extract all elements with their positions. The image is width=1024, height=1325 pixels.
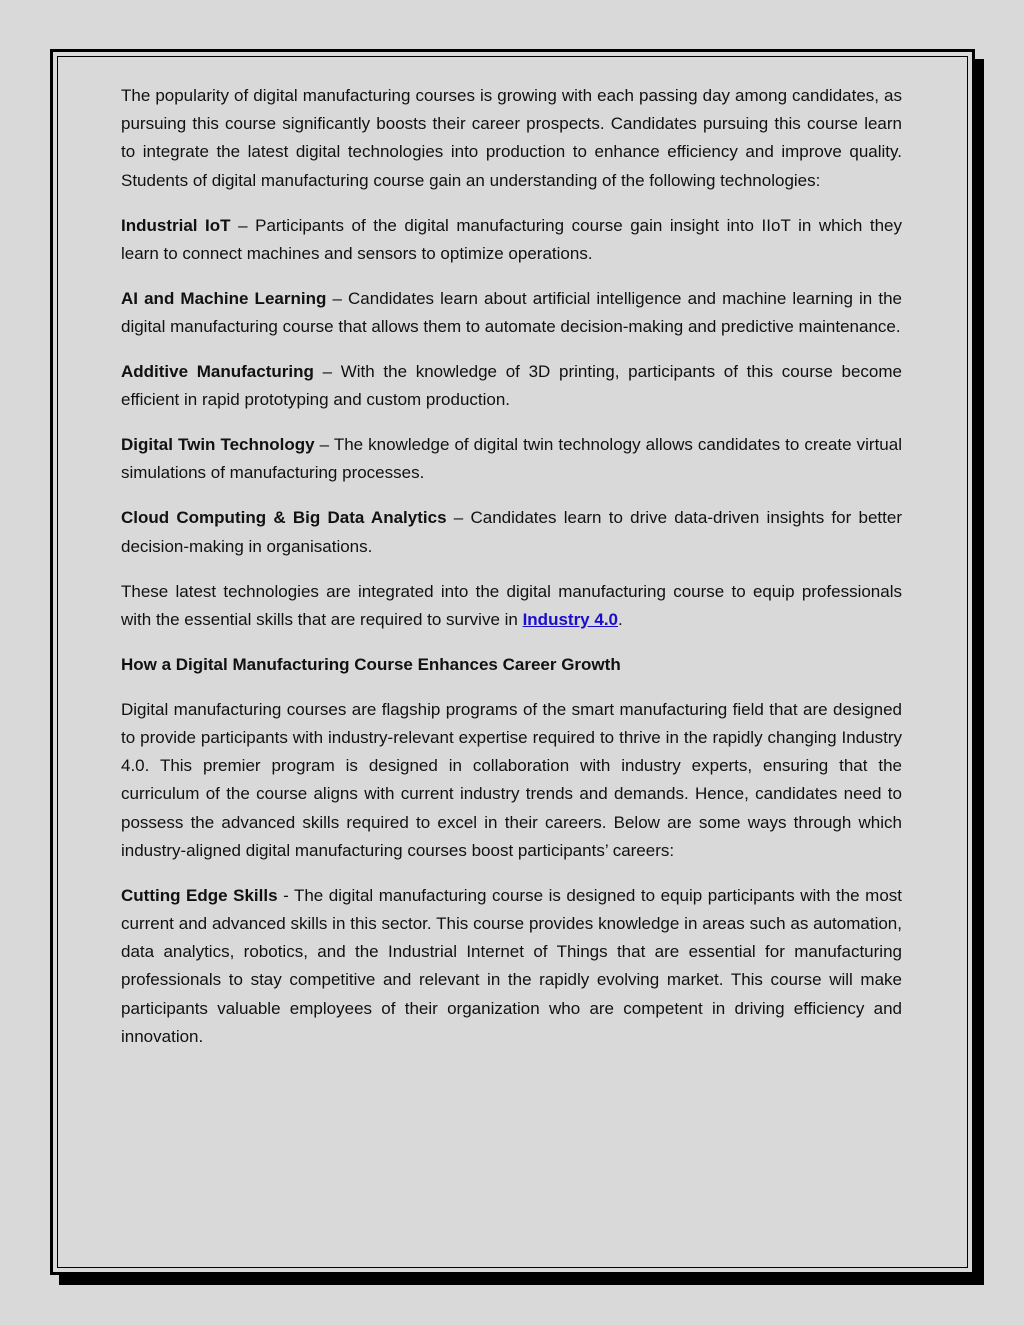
tech-description: With the knowledge of 3D printing, participants of this course become efficient in rapid prototyping and custom production. bbox=[121, 362, 902, 410]
summary-end: . bbox=[618, 609, 623, 629]
tech-term: AI and Machine Learning bbox=[121, 288, 327, 308]
tech-separator: – bbox=[326, 288, 349, 308]
summary-text: These latest technologies are integrated into the digital manufacturing course to equip professionals with the essential skills that are required to survive in bbox=[121, 581, 902, 629]
tech-description: The knowledge of digital twin technology allows candidates to create virtual simulations of manufacturing processes. bbox=[121, 435, 902, 483]
tech-item-industrial-iot bbox=[121, 212, 902, 268]
tech-separator: – bbox=[230, 215, 256, 235]
tech-item-ai-ml bbox=[121, 285, 902, 341]
tech-item-digital-twin bbox=[121, 431, 902, 487]
tech-term: Cloud Computing & Big Data Analytics bbox=[121, 508, 447, 528]
tech-term: Digital Twin Technology bbox=[121, 435, 315, 455]
cutting-edge-paragraph bbox=[121, 882, 902, 1051]
cutting-edge-description: The digital manufacturing course is designed to equip participants with the most current and advanced skills in this sector. This course provides knowledge in areas such as automation, data analytics, robotics, and the Industrial Internet of Things that are essential for manufacturing professionals to stay competitive and relevant in the rapidly evolving market. This course will make participants valuable employees of their organization who are competent in driving efficiency and innovation. bbox=[121, 885, 903, 1046]
tech-description: Participants of the digital manufacturing course gain insight into IIoT in which they learn to connect machines and sensors to optimize operations. bbox=[121, 215, 902, 263]
tech-separator: – bbox=[314, 435, 334, 455]
cutting-edge-term: Cutting Edge Skills bbox=[121, 885, 278, 905]
tech-separator: – bbox=[446, 508, 471, 528]
section-heading: How a Digital Manufacturing Course Enhances Career Growth bbox=[121, 654, 621, 674]
tech-term: Industrial IoT bbox=[121, 215, 231, 235]
tech-separator: – bbox=[313, 362, 341, 382]
tech-item-cloud-big-data bbox=[121, 504, 902, 560]
document-body bbox=[121, 82, 902, 1068]
cutting-edge-separator: - bbox=[277, 885, 294, 905]
industry-4-link[interactable]: Industry 4.0 bbox=[522, 609, 618, 629]
section-body-paragraph: Digital manufacturing courses are flagship programs of the smart manufacturing field that are designed to provide participants with industry-relevant expertise required to thrive in the rapidly changing Industry 4.0. This premier program is designed in collaboration with industry experts, ensuring that the curriculum of the course aligns with current industry trends and demands. Hence, candidates need to possess the advanced skills required to excel in their careers. Below are some ways through which industry-aligned digital manufacturing courses boost participants’ careers: bbox=[121, 699, 902, 860]
tech-description: Candidates learn about artificial intelligence and machine learning in the digital manufacturing course that allows them to automate decision-making and predictive maintenance. bbox=[121, 288, 902, 337]
tech-description: Candidates learn to drive data-driven insights for better decision-making in organisations. bbox=[121, 508, 902, 556]
summary-paragraph bbox=[121, 578, 902, 634]
tech-item-additive-manufacturing bbox=[121, 358, 902, 414]
intro-paragraph: The popularity of digital manufacturing courses is growing with each passing day among candidates, as pursuing this course significantly boosts their career prospects. Candidates pursuing this course learn to integrate the latest digital technologies into production to enhance efficiency and improve quality. Students of digital manufacturing course gain an understanding of the following technologies: bbox=[121, 86, 902, 190]
tech-term: Additive Manufacturing bbox=[121, 362, 314, 382]
